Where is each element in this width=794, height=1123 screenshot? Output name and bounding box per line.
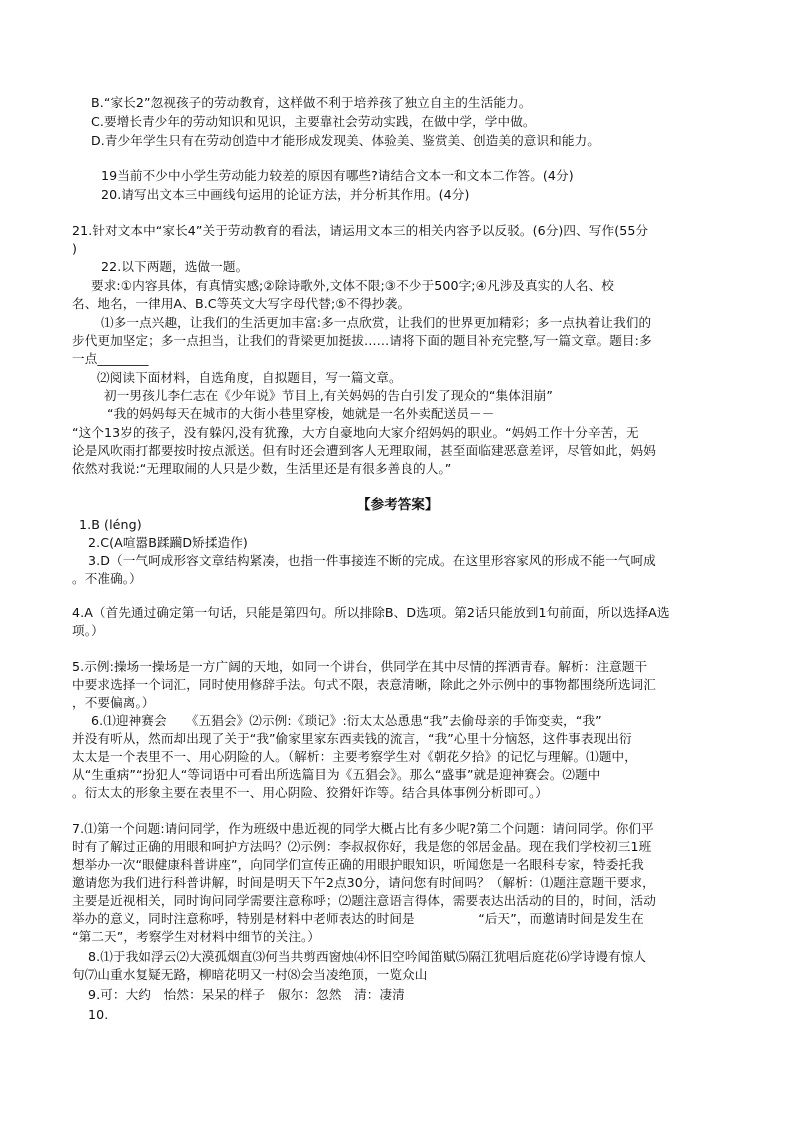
text-line: 22.以下两题，选做一题。 bbox=[101, 259, 249, 274]
text-line: D.青少年学生只有在劳动创造中才能形成发现美、体验美、鉴赏美、创造美的意识和能力。 bbox=[91, 133, 600, 148]
text-line: ⑵阅读下面材料，自选角度，自拟题目，写一篇文章。 bbox=[97, 370, 402, 385]
text-line: 句⑺山重水复疑无路，柳暗花明又一村⑻会当凌绝顶，一览众山 bbox=[72, 967, 428, 982]
text-line: “我的妈妈每天在城市的大街小巷里穿梭，她就是一名外卖配送员－－ bbox=[107, 406, 495, 421]
text-line: 从“生重病”“扮犯人“等词语中可看出所选篇目为《五猖会》。那么“盛事”就是迎神赛会。⑵题中 bbox=[72, 767, 601, 782]
text-line: B.“家长2”忽视孩子的劳动教育，这样做不利于培养孩了独立自主的生活能力。 bbox=[91, 95, 532, 110]
answer-section-title: 【参考答案】 bbox=[357, 497, 439, 513]
text-line: 想举办一次“眼健康科普讲座”，向同学们宣传正确的用眼护眼知识，听闻您是一名眼科专家，特委托我 bbox=[72, 857, 644, 872]
text-line: 。衍太太的形象主要在表里不一、用心阴险、狡猾奸诈等。结合具体事例分析即可。） bbox=[72, 785, 549, 800]
text-line: 并没有听从，然而却出现了关于“我”偷家里家东西卖钱的流言，“我”心里十分恼怒，这件事表现出衍 bbox=[72, 731, 632, 746]
text-line: 2.C(A喧嚣B蹂躏D矫揉造作) bbox=[88, 535, 248, 550]
text-line: 中要求选择一个词汇，同时使用修辞手法。句式不限，表意清晰，除此之外示例中的事物都围绕所选词汇 bbox=[72, 677, 656, 692]
text-line: 。不准确。） bbox=[72, 571, 142, 586]
text-line: 邀请您为我们进行科普讲解，时间是明天下午2点30分，请问您有时间吗？（解析：⑴题注意题干要求， bbox=[72, 875, 655, 890]
text-line: 19当前不少中小学生劳动能力较差的原因有哪些?请结合文本一和文本二作答。(4分) bbox=[101, 168, 574, 183]
text-line: 1.B (léng) bbox=[79, 517, 142, 532]
text-line: 7.⑴第一个问题:请问同学，作为班级中患近视的同学大概占比有多少呢?第二个问题：请问同学。你们平 bbox=[72, 821, 654, 836]
text-line: 依然对我说:“无理取闹的人只是少数，生活里还是有很多善良的人。” bbox=[72, 461, 452, 476]
text-line: 5.示例:操场一操场是一方广阔的天地，如同一个讲台，供同学在其中尽情的挥洒青春。解析：注意题干 bbox=[72, 659, 648, 674]
text-line: 初一男孩儿李仁志在《少年说》节目上,有关妈妈的告白引发了现众的“集体泪崩” bbox=[104, 388, 553, 403]
text-line: 举办的意义，同时注意称呼，特别是材料中老师表达的时间是 “后天”，而邀请时间是发生在 bbox=[72, 911, 644, 926]
text-line: 时有了解过正确的用眼和呵护方法吗？⑵示例：李叔叔你好，我是您的邻居金晶。现在我们学校初三1班 bbox=[72, 839, 652, 854]
text-line: ，不要偏离。） bbox=[72, 695, 155, 710]
text-line: 步代更加坚定；多一点担当，让我们的背梁更加挺拔……请将下面的题目补充完整,写一篇文章。题目:多 bbox=[72, 333, 652, 348]
text-line: 名、地名，一律用A、B.C等英文大写字母代替;⑤不得抄袭。 bbox=[72, 296, 411, 311]
text-line: 4.A（首先通过确定第一句话，只能是第四句。所以排除B、D选项。第2话只能放到1句前面，所以选择A选 bbox=[72, 605, 670, 620]
text-line: 6.⑴迎神赛会 《五猖会》⑵示例:《琐记》:衍太太怂恿患“我”去偷母亲的手饰变卖，“我” bbox=[91, 713, 602, 728]
text-line: 3.D（一气呵成形容文章结构紧凑，也指一件事接连不断的完成。在这里形容家风的形成不能一气呵成 bbox=[88, 553, 656, 568]
text-line: 主要是近视相关，同时询问同学需要注意称呼；⑵题注意语言得体，需要表达出活动的目的，时间，活动 bbox=[72, 893, 656, 908]
text-line: 太太是一个表里不一、用心阴险的人。（解析：主要考察学生对《朝花夕拾》的记忆与理解。⑴题中， bbox=[72, 749, 637, 764]
text-line: 项。） bbox=[72, 623, 104, 638]
text-line: C.要增长青少年的劳动知识和见识，主要靠社会劳动实践，在做中学，学中做。 bbox=[91, 114, 536, 129]
text-line: “这个13岁的孩子，没有躲闪,没有犹豫，大方自豪地向大家介绍妈妈的职业。“妈妈工作十分辛苦，无 bbox=[72, 425, 639, 440]
text-line: “第二天”，考察学生对材料中细节的关注。） bbox=[72, 929, 321, 944]
text-line: 8.⑴于我如浮云⑵大漠孤烟直⑶何当共剪西窗烛⑷怀旧空吟闻笛赋⑸隔江犹唱后庭花⑹学诗谩有惊人 bbox=[88, 949, 647, 964]
text-line: 论是风吹雨打都要按时按点派送。但有时还会遭到客人无理取闹，甚至面临建恶意差评，尽管如此，妈妈 bbox=[72, 443, 656, 458]
text-line: 9.可：大约 怡然：呆呆的样子 俶尔：忽然 清：凄清 bbox=[88, 987, 405, 1002]
text-line: 一点________ bbox=[72, 351, 149, 366]
text-line: 要求:①内容具体，有真情实感;②除诗歌外,文体不限;③不少于500字;④凡涉及真实的人名、校 bbox=[91, 278, 614, 293]
text-line: 20.请写出文本三中画线句运用的论证方法，并分析其作用。(4分) bbox=[101, 187, 470, 202]
text-line: ⑴多一点兴趣，让我们的生活更加丰富:多一点欣赏，让我们的世界更加精彩；多一点执着让我们的 bbox=[101, 315, 652, 330]
text-line: 21.针对文本中“家长4”关于劳动教育的看法，请运用文本三的相关内容予以反驳。(6分)四、写作(55分 bbox=[72, 223, 649, 238]
text-line: ) bbox=[72, 241, 78, 256]
text-line: 10. bbox=[88, 1007, 109, 1022]
